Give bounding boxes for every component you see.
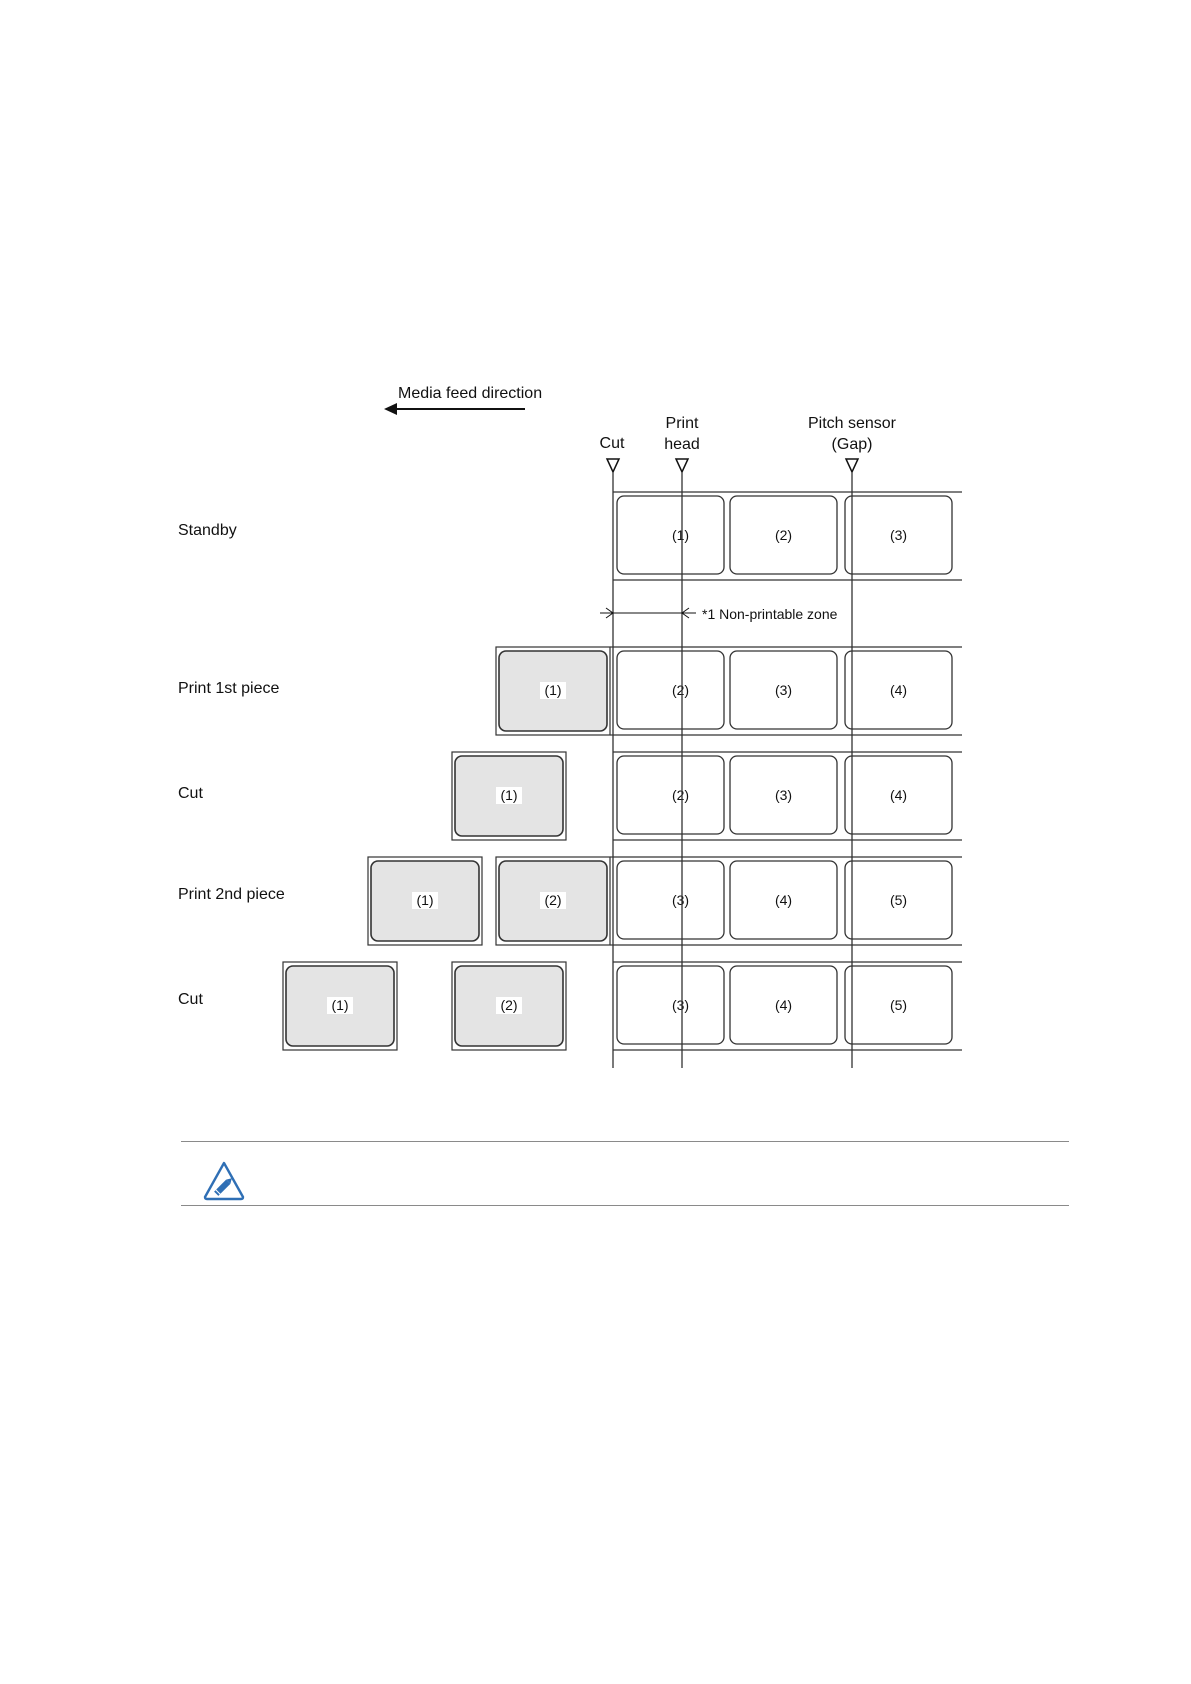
head-marker-icon: [676, 459, 688, 472]
cut-marker-icon: [607, 459, 619, 472]
strip-label-text: (2): [774, 527, 793, 543]
pencil-icon: [202, 1160, 246, 1202]
note-top-rule: [181, 1141, 1069, 1142]
rows-layer: [178, 492, 962, 1050]
direction-arrow-head-icon: [384, 403, 397, 415]
sensor-position-label-line1: Pitch sensor: [807, 415, 897, 432]
strip-label-text: (4): [774, 892, 793, 908]
printed-label-text: (1): [500, 787, 518, 803]
row-label: Print 2nd piece: [178, 886, 285, 903]
row-1: [178, 492, 962, 580]
strip-label-text: (5): [889, 892, 908, 908]
note-bottom-rule: [181, 1205, 1069, 1206]
row-4: [178, 857, 962, 945]
strip-label-text: (3): [774, 787, 793, 803]
strip-label-text: (4): [889, 787, 908, 803]
strip-label-text: (4): [774, 997, 793, 1013]
sensor-position-label-line2: (Gap): [831, 436, 873, 453]
printed-label-text: (1): [416, 892, 434, 908]
strip-label-text: (2): [671, 787, 690, 803]
row-2: [178, 647, 962, 735]
row-3: [178, 752, 962, 840]
row-label: Print 1st piece: [178, 680, 280, 697]
cut-position-label: Cut: [599, 435, 625, 452]
strip-label-text: (5): [889, 997, 908, 1013]
non-printable-zone-label: *1 Non-printable zone: [702, 606, 838, 622]
printed-label-text: (1): [331, 997, 349, 1013]
strip-label-text: (3): [671, 997, 690, 1013]
row-label: Standby: [178, 522, 237, 539]
strip-label-text: (3): [671, 892, 690, 908]
row-5: [178, 962, 962, 1050]
printed-label-text: (2): [544, 892, 562, 908]
strip-label-text: (3): [774, 682, 793, 698]
head-position-label-line1: Print: [665, 415, 699, 432]
direction-label: Media feed direction: [398, 385, 543, 402]
sensor-marker-icon: [846, 459, 858, 472]
strip-label-text: (1): [671, 527, 690, 543]
head-position-label-line2: head: [664, 436, 700, 453]
row-label: Cut: [178, 785, 203, 802]
row-label: Cut: [178, 991, 203, 1008]
printed-label-text: (1): [544, 682, 562, 698]
strip-label-text: (2): [671, 682, 690, 698]
strip-label-text: (4): [889, 682, 908, 698]
strip-label-text: (3): [889, 527, 908, 543]
printed-label-text: (2): [500, 997, 518, 1013]
